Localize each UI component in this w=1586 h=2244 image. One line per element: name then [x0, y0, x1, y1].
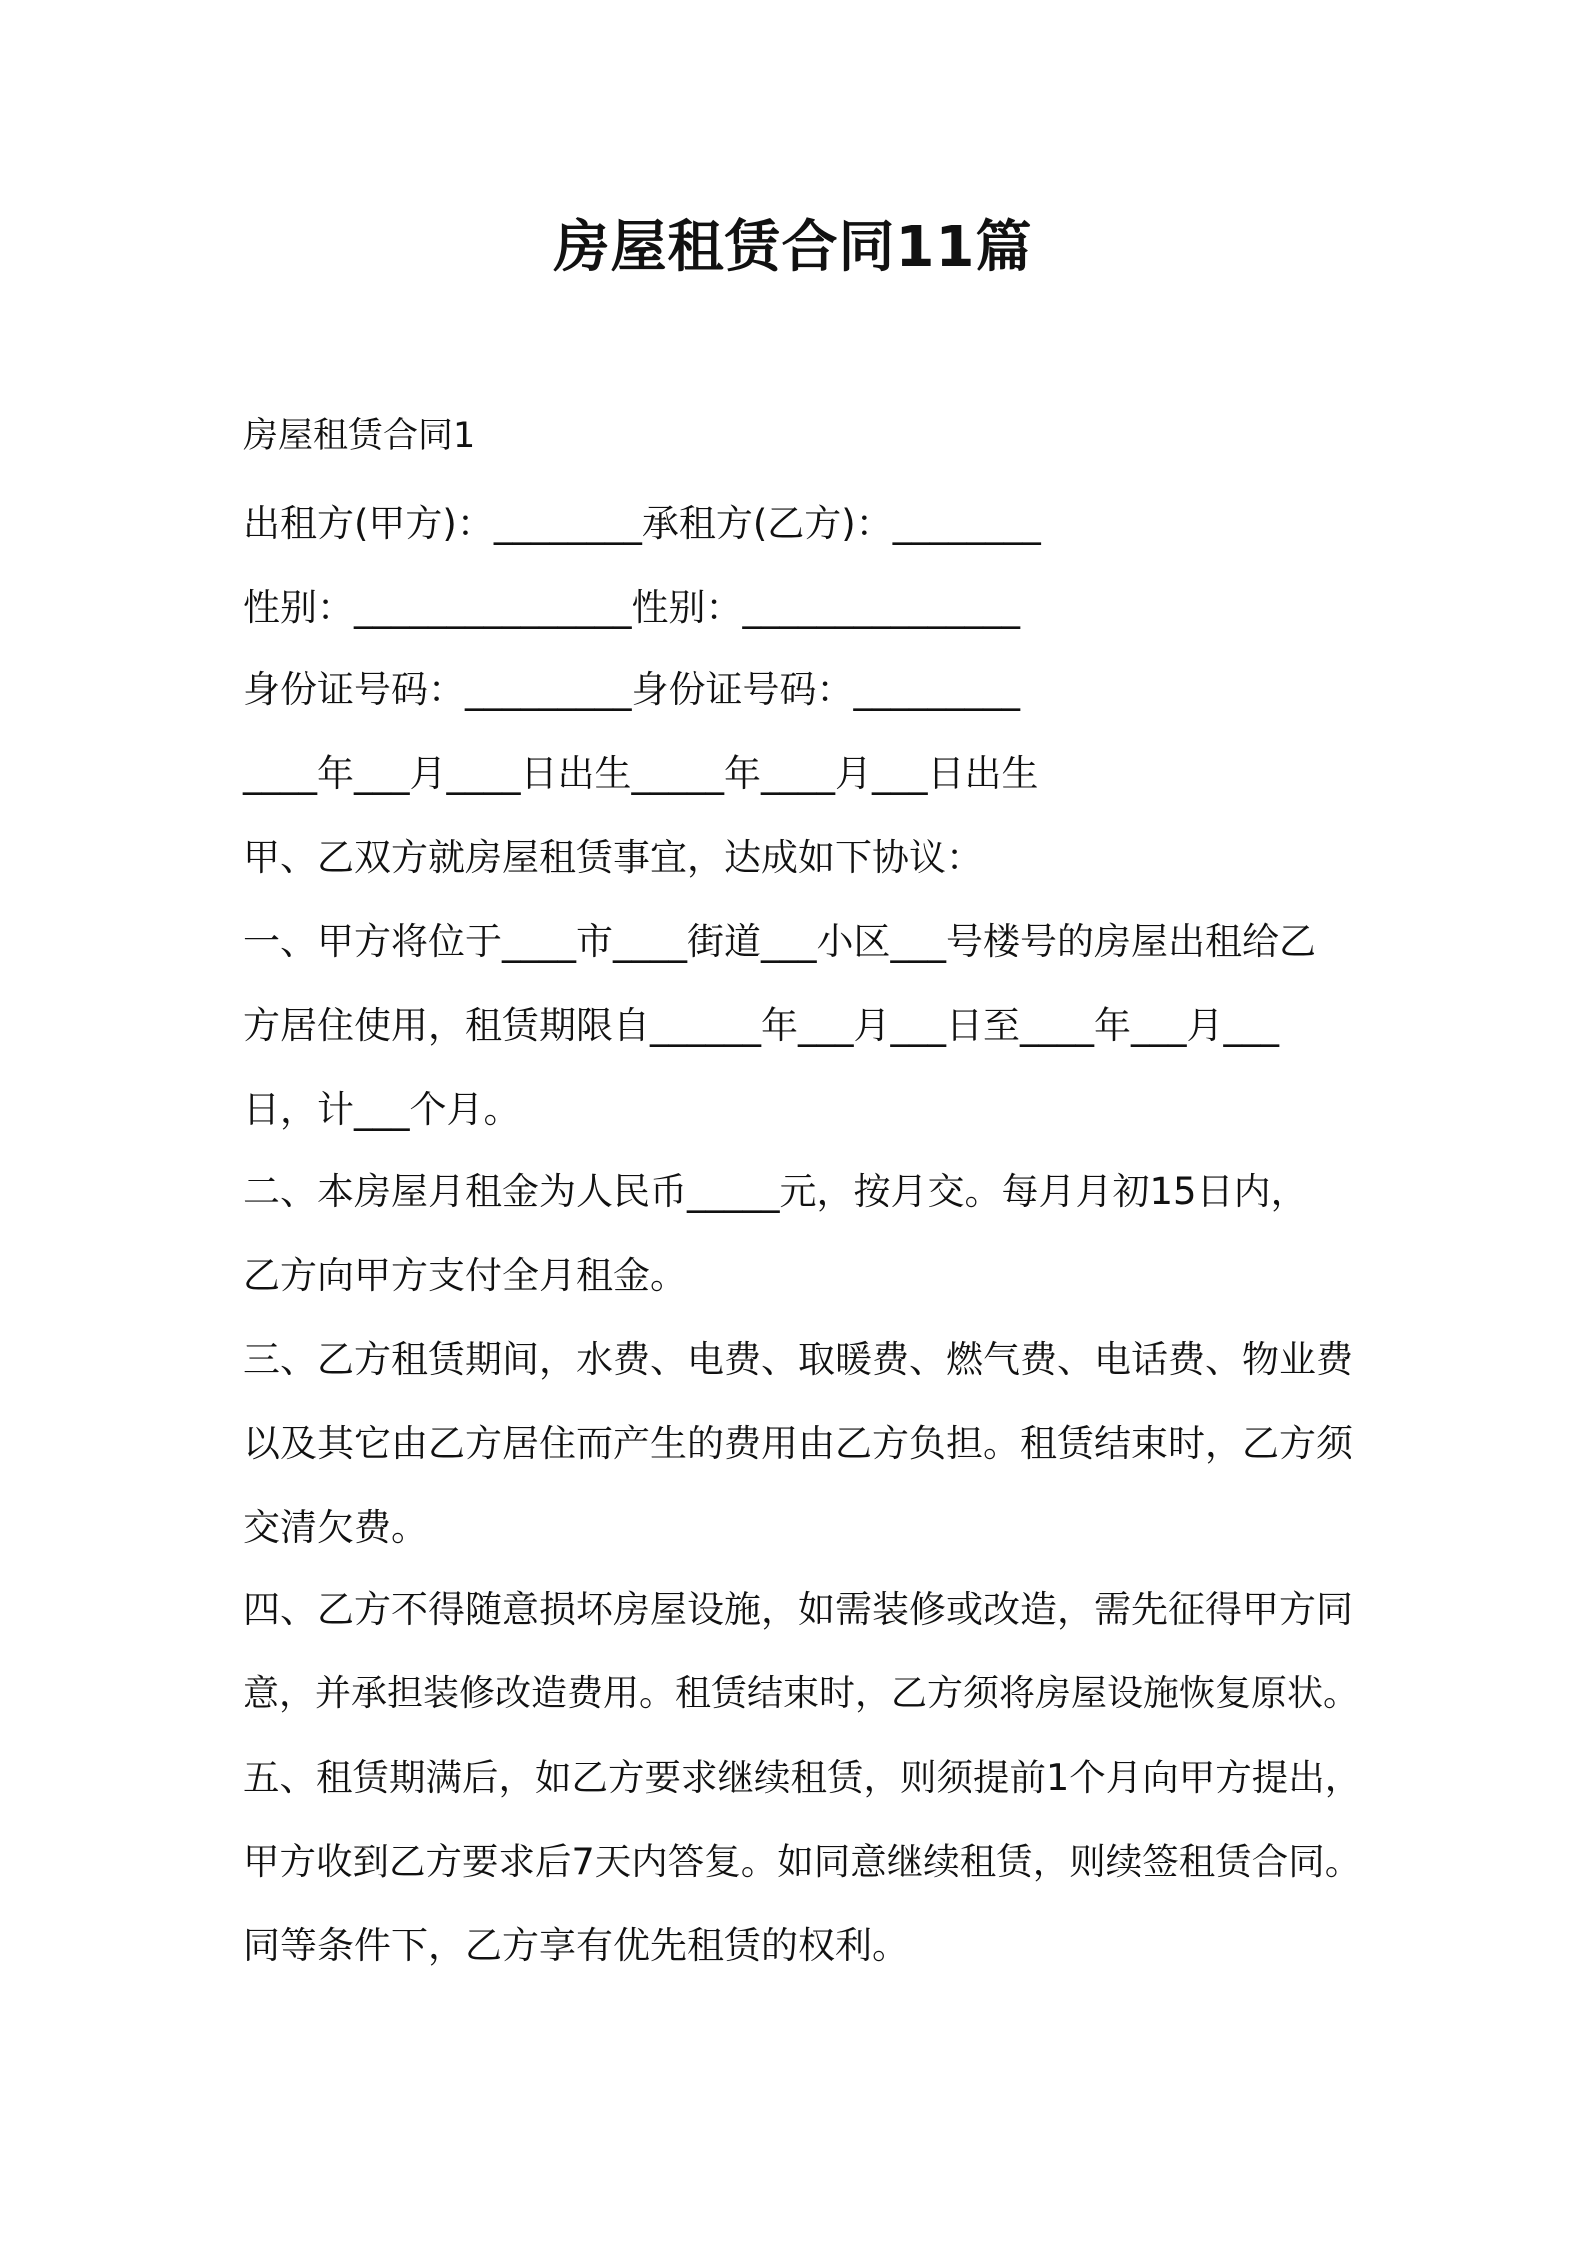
clause-4-line-2: 意，并承担装修改造费用。租赁结束时，乙方须将房屋设施恢复原状。 — [243, 1673, 1360, 1714]
agreement-intro: 甲、乙双方就房屋租赁事宜，达成如下协议： — [243, 836, 983, 879]
clause-5-line-1: 五、租赁期满后，如乙方要求继续租赁，则须提前1个月向甲方提出， — [243, 1756, 1362, 1799]
clause-4-line-1: 四、乙方不得随意损坏房屋设施，如需装修或改造，需先征得甲方同 — [243, 1588, 1353, 1631]
clause-3-line-2: 以及其它由乙方居住而产生的费用由乙方负担。租赁结束时，乙方须 — [243, 1422, 1353, 1465]
clause-2-line-1: 二、本房屋月租金为人民币_____元，按月交。每月月初15日内， — [243, 1170, 1308, 1213]
clause-1-line-3: 日，计___个月。 — [243, 1088, 521, 1131]
clause-1-line-1: 一、甲方将位于____市____街道___小区___号楼号的房屋出租给乙 — [243, 920, 1316, 963]
clause-2-line-2: 乙方向甲方支付全月租金。 — [243, 1254, 687, 1297]
clause-5-line-3: 同等条件下，乙方享有优先租赁的权利。 — [243, 1924, 909, 1967]
clause-3-line-1: 三、乙方租赁期间，水费、电费、取暖费、燃气费、电话费、物业费 — [243, 1338, 1353, 1381]
clause-1-line-2: 方居住使用，租赁期限自______年___月___日至____年___月___ — [243, 1004, 1279, 1047]
section-title: 房屋租赁合同1 — [243, 416, 476, 456]
document-title: 房屋租赁合同11篇 — [553, 215, 1033, 280]
birth-date-line: ____年___月____日出生_____年____月___日出生 — [243, 752, 1039, 795]
party-names-line: 出租方(甲方)：________承租方(乙方)：________ — [243, 502, 1041, 545]
clause-3-line-3: 交清欠费。 — [243, 1506, 428, 1549]
id-number-line: 身份证号码：_________身份证号码：_________ — [243, 668, 1020, 711]
gender-line: 性别：_______________性别：_______________ — [243, 586, 1020, 629]
clause-5-line-2: 甲方收到乙方要求后7天内答复。如同意继续租赁，则续签租赁合同。 — [243, 1840, 1362, 1883]
